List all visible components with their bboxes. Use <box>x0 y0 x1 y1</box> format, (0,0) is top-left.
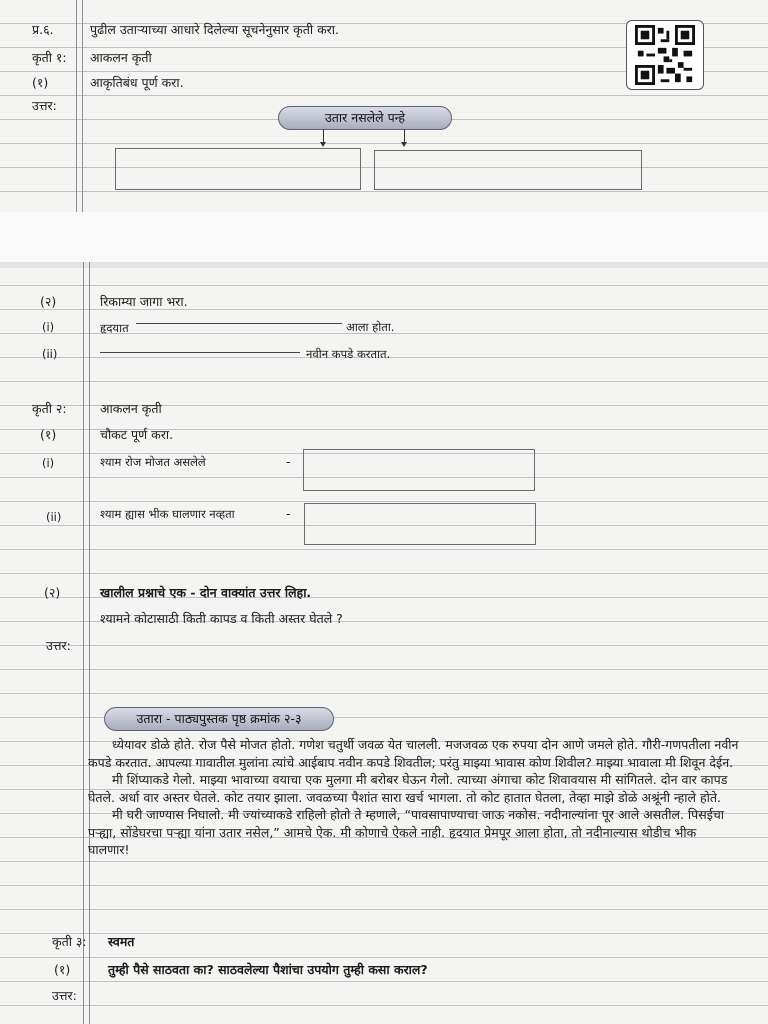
concept-map-title: उतार नसलेले पन्हे <box>278 106 452 130</box>
worksheet-page-main <box>0 262 768 1024</box>
kruti-1-label: कृती १: <box>32 50 67 65</box>
box-item-ii-dash: - <box>286 506 291 521</box>
fill-item-ii-number: (ii) <box>42 347 58 361</box>
page-gap <box>0 212 768 268</box>
arrow-down-icon <box>323 129 324 143</box>
concept-answer-box-2[interactable] <box>374 150 642 190</box>
fill-item-i-prefix: हृदयात <box>100 321 129 335</box>
kruti-3-label: कृती ३: <box>52 934 87 949</box>
margin-line <box>83 262 84 1024</box>
passage-text <box>88 736 740 859</box>
concept-answer-box-1[interactable] <box>115 148 361 190</box>
fill-blank-ii[interactable] <box>100 352 300 353</box>
fill-item-i-suffix: आला होता. <box>346 320 395 334</box>
passage-paragraph-1: ध्येयावर डोळे होते. रोज पैसे मोजत होतो. गणेश चतुर्थी जवळ येत चालली. मजजवळ एक रुपया दोन आणे जमले होते. गौरी-गणपतीला नवीन कपडे करतात. आपल्या गावातील मुलांना त्यांचे आईबाप नवीन कपडे शिवतील; परंतु माझ्या भावास कोण शिवील? माझ्या भावाला मी शिवून देईन. <box>88 737 739 770</box>
question-number: प्र.६. <box>32 22 54 37</box>
box-item-i-number: (i) <box>42 456 55 470</box>
qr-code-icon <box>633 25 697 85</box>
worksheet-page-top <box>0 0 768 212</box>
answer-label: उत्तर: <box>32 98 57 113</box>
box-task-number: (१) <box>40 427 57 442</box>
fill-blanks-title: रिकाम्या जागा भरा. <box>100 294 188 309</box>
margin-line <box>89 262 90 1024</box>
box-task-title: चौकट पूर्ण करा. <box>100 427 174 442</box>
answer-box-i[interactable] <box>303 449 535 491</box>
short-answer-question: श्यामने कोटासाठी किती कापड व किती अस्तर घेतले ? <box>100 611 343 626</box>
answer-box-ii[interactable] <box>304 503 536 545</box>
question-instruction: पुढील उताऱ्याच्या आधारे दिलेल्या सूचनेनुसार कृती करा. <box>90 22 340 37</box>
fill-blank-i[interactable] <box>136 323 342 324</box>
opinion-question-number: (१) <box>54 962 71 977</box>
subquestion-number: (१) <box>32 75 49 90</box>
passage-paragraph-3: मी घरी जाण्यास निघालो. मी ज्यांच्याकडे राहिलो होतो ते म्हणाले, “पावसापाण्याचा जाऊ नकोस. नदीनाल्यांना पूर आले असतील. पिसईचा पऱ्ह्या, सोंडेघरचा पऱ्ह्या यांना उतार नसेल,” आमचे ऐक. मी कोणाचे ऐकले नाही. हृदयात प्रेमपूर आला होता, तो नदीनाल्यास थोडीच भीक घालणार! <box>88 807 725 857</box>
opinion-question-text: तुम्ही पैसे साठवता का? साठवलेल्या पैशांचा उपयोग तुम्ही कसा कराल? <box>108 962 428 977</box>
arrow-down-icon <box>404 129 405 143</box>
passage-paragraph-2: मी शिंप्याकडे गेलो. माझ्या भावाच्या वयाचा एक मुलगा मी बरोबर घेऊन गेलो. त्याच्या अंगाचा कोट शिवावयास मी सांगितले. दोन वार कापड घेतले. अर्धा वार अस्तर घेतले. कोट तयार झाला. जवळच्या पैशांत सारा खर्च भागला. तो कोट हातात घेतला, तेव्हा माझे डोळे अश्रूंनी न्हाले होते. <box>88 772 728 805</box>
answer-label: उत्तर: <box>46 638 71 653</box>
box-item-ii-number: (ii) <box>46 510 62 524</box>
kruti-3-title: स्वमत <box>108 934 135 949</box>
passage-heading: उतारा - पाठ्यपुस्तक पृष्ठ क्रमांक २-३ <box>104 707 334 731</box>
box-item-ii-text: श्याम ह्यास भीक घालणार नव्हता <box>100 507 235 521</box>
box-item-i-dash: - <box>286 454 291 469</box>
short-answer-title: खालील प्रश्नाचे एक - दोन वाक्यांत उत्तर लिहा. <box>100 585 312 600</box>
margin-line <box>82 0 83 212</box>
margin-line <box>76 0 77 212</box>
box-item-i-text: श्याम रोज मोजत असलेले <box>100 455 206 469</box>
answer-label: उत्तर: <box>52 988 77 1003</box>
qr-code <box>626 20 704 90</box>
subquestion-text: आकृतिबंध पूर्ण करा. <box>90 75 184 90</box>
short-answer-number: (२) <box>44 585 61 600</box>
fill-blanks-number: (२) <box>40 294 57 309</box>
fill-item-ii-suffix: नवीन कपडे करतात. <box>306 347 391 361</box>
kruti-2-title: आकलन कृती <box>100 401 162 416</box>
kruti-2-label: कृती २: <box>32 401 67 416</box>
kruti-1-title: आकलन कृती <box>90 50 152 65</box>
fill-item-i-number: (i) <box>42 320 55 334</box>
